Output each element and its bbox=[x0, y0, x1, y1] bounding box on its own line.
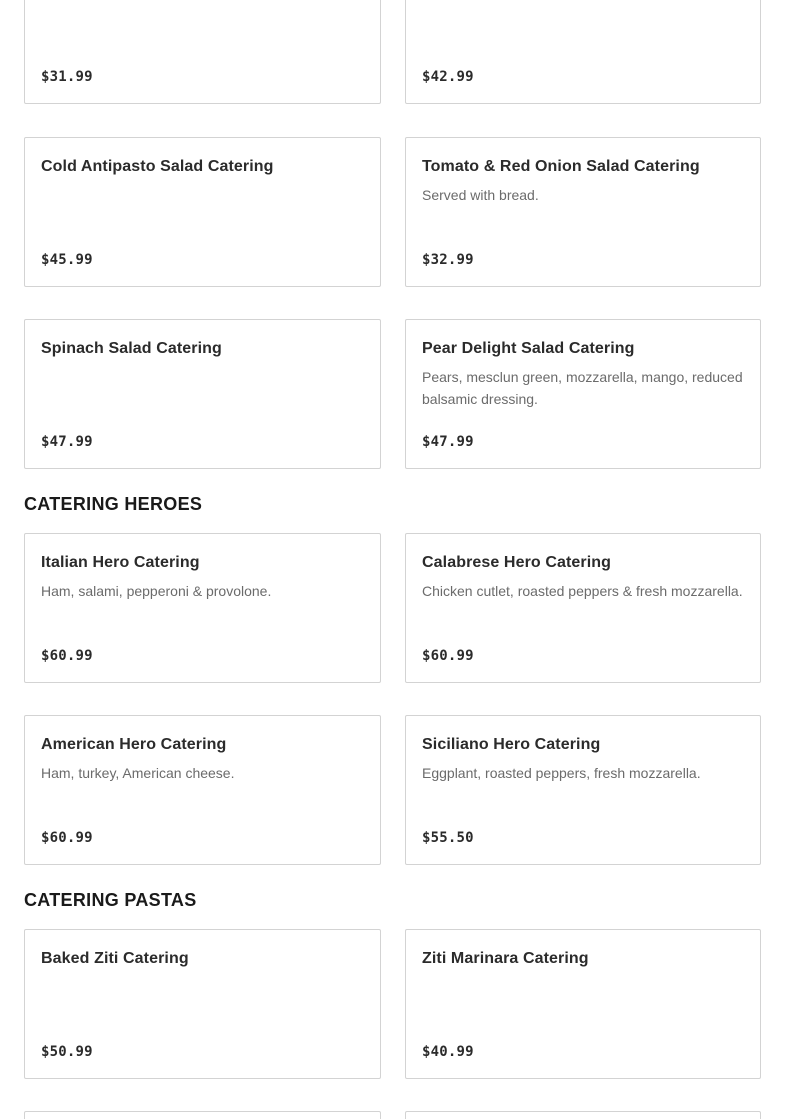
menu-item-card[interactable] bbox=[24, 137, 381, 287]
menu-item-card[interactable] bbox=[405, 1111, 761, 1119]
menu-item-name: Tomato & Red Onion Salad Catering bbox=[422, 158, 700, 175]
menu-item-price: $60.99 bbox=[41, 830, 93, 846]
menu-item-card[interactable] bbox=[24, 533, 381, 683]
menu-item-price: $55.50 bbox=[422, 830, 474, 846]
menu-item-card[interactable] bbox=[24, 0, 381, 104]
menu-item-price: $40.99 bbox=[422, 1044, 474, 1060]
menu-item-card[interactable] bbox=[405, 533, 761, 683]
menu-item-description: Chicken cutlet, roasted peppers & fresh mozzarella. bbox=[422, 583, 743, 599]
menu-item-price: $47.99 bbox=[41, 434, 93, 450]
menu-item-card[interactable] bbox=[405, 137, 761, 287]
menu-item-name: American Hero Catering bbox=[41, 736, 227, 753]
menu-item-name: Italian Hero Catering bbox=[41, 554, 200, 571]
menu-item-description: Ham, salami, pepperoni & provolone. bbox=[41, 583, 272, 599]
menu-item-name: Calabrese Hero Catering bbox=[422, 554, 612, 571]
menu-item-name: Pear Delight Salad Catering bbox=[422, 340, 635, 357]
menu-item-price: $42.99 bbox=[422, 69, 474, 85]
menu-item-card[interactable] bbox=[405, 0, 761, 104]
menu-item-price: $45.99 bbox=[41, 252, 93, 268]
menu-item-name: Cold Antipasto Salad Catering bbox=[41, 158, 274, 175]
menu-item-description: Served with bread. bbox=[422, 187, 539, 203]
menu-item-name: Ziti Marinara Catering bbox=[422, 950, 589, 967]
menu-item-card[interactable] bbox=[24, 319, 381, 469]
menu-item-name: Baked Ziti Catering bbox=[41, 950, 189, 967]
section-title-pastas: CATERING PASTAS bbox=[24, 890, 197, 910]
menu-item-card[interactable] bbox=[405, 715, 761, 865]
menu-item-price: $32.99 bbox=[422, 252, 474, 268]
menu-item-description: Ham, turkey, American cheese. bbox=[41, 765, 235, 781]
menu-item-card[interactable] bbox=[24, 929, 381, 1079]
menu-item-card[interactable] bbox=[405, 319, 761, 469]
menu-item-description: Eggplant, roasted peppers, fresh mozzarella. bbox=[422, 765, 701, 781]
menu-item-price: $60.99 bbox=[41, 648, 93, 664]
menu-item-card[interactable] bbox=[24, 715, 381, 865]
menu-item-price: $50.99 bbox=[41, 1044, 93, 1060]
menu-item-price: $60.99 bbox=[422, 648, 474, 664]
menu-item-price: $31.99 bbox=[41, 69, 93, 85]
menu-item-card[interactable] bbox=[405, 929, 761, 1079]
menu-item-description: Pears, mesclun green, mozzarella, mango, reduced balsamic dressing. bbox=[422, 369, 743, 407]
section-title-heroes: CATERING HEROES bbox=[24, 494, 203, 514]
menu-item-name: Siciliano Hero Catering bbox=[422, 736, 601, 753]
menu-item-card[interactable] bbox=[24, 1111, 381, 1119]
menu-item-price: $47.99 bbox=[422, 434, 474, 450]
menu-item-name: Spinach Salad Catering bbox=[41, 340, 222, 357]
